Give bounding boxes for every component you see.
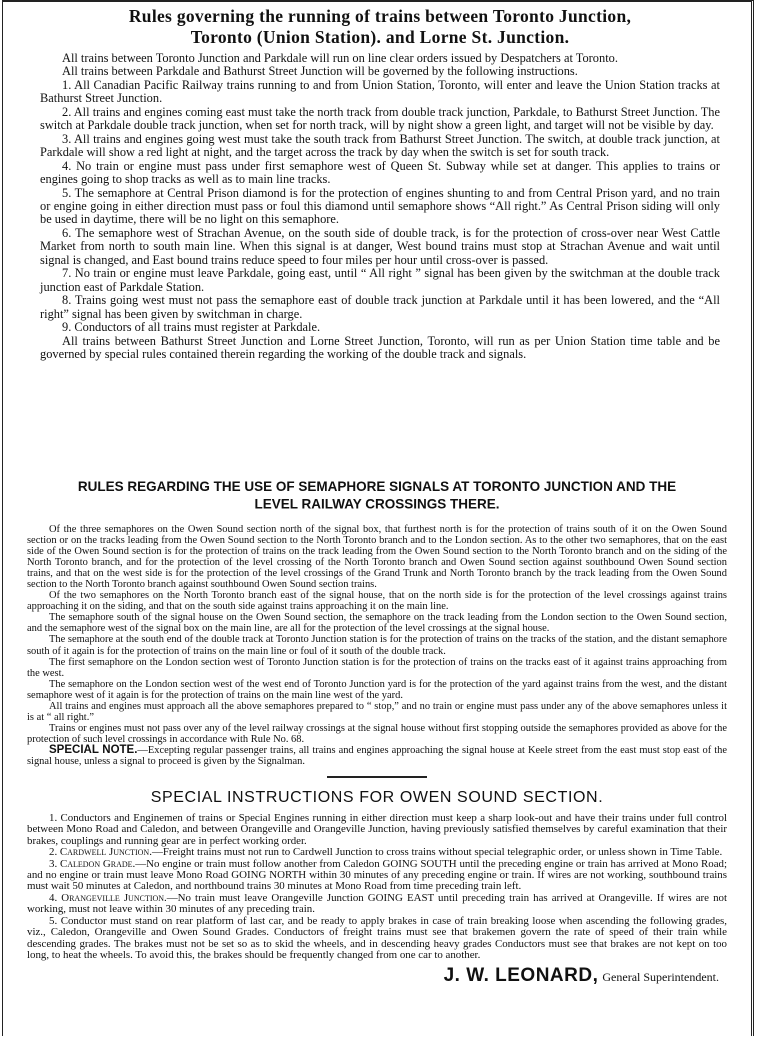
paragraph: All trains and engines must approach all the above semaphores prepared to “ stop,” and no train or engine must pass under any of the above semaphores unless it is at “ all right.” — [27, 700, 727, 723]
paragraph: 2. All trains and engines coming east must take the north track from double track junction, Parkdale, to Bathurst Street Junction. The switch at Parkdale double track junction, when set for north track, will by night show a green light, and target will not be visible by day. — [40, 104, 720, 133]
paragraphs — [40, 52, 720, 361]
special-note — [27, 745, 727, 767]
title-line: LEVEL RAILWAY CROSSINGS THERE. — [254, 496, 500, 512]
title-line: Toronto (Union Station). and Lorne St. Junction. — [190, 27, 570, 47]
instruction-item — [27, 916, 727, 962]
paragraph: All trains between Bathurst Street Junction and Lorne Street Junction, Toronto, will run as per Union Station time table and be governed by special rules contained therein regarding the working of the double track and signals. — [40, 333, 720, 361]
instruction-text: —Freight trains must not run to Cardwell Junction to cross trains without special telegraphic order, or unless shown in Time Table. — [151, 846, 723, 859]
paragraph: Of the two semaphores on the North Toronto branch east of the signal house, that on the north side is for the protection of the level crossings against trains approaching it on the siding, and that on the south side against trains approaching it on the main line. — [27, 590, 727, 613]
paragraph: 8. Trains going west must not pass the semaphore east of double track junction at Parkdale until it has been lowered, and the “All right” signal has been given by switchman in charge. — [40, 293, 720, 321]
instruction-item — [27, 893, 727, 916]
instruction-item — [27, 813, 727, 847]
paragraph: Trains or engines must not pass over any of the level railway crossings at the signal house without first stopping outside the semaphores provided as above for the protection of such level crossings in accordance with Rule No. 68. — [27, 722, 727, 745]
paragraph: The semaphore south of the signal house on the Owen Sound section, the semaphore on the track leading from the London section to the Owen Sound section, and the semaphore west of the signal box on the main line, are all for the protection of the level crossings at the signal house. — [27, 612, 727, 635]
paragraph: 9. Conductors of all trains must register at Parkdale. — [62, 320, 321, 335]
instruction-text: 1. Conductors and Enginemen of trains or Special Engines running in either direction must keep a sharp look-out and have their trains under full control between Mono Road and Caledon, and between Orangeville and Orangeville Junction, having previously satisfied themselves by careful examination that their brakes, couplings and running gear are in perfect working order. — [27, 812, 727, 847]
paragraph: 7. No train or engine must leave Parkdale, going east, until “ All right ” signal has been given by the switchman at the double track junction east of Parkdale Station. — [40, 266, 720, 294]
paragraph: The first semaphore on the London section west of Toronto Junction station is for the protection of trains on the tracks east of it against trains approaching from the west. — [27, 656, 727, 679]
paragraph: 3. All trains and engines going west must take the south track from Bathurst Street Junction. The switch, at double track junction, at Parkdale will show a red light at night, and the target across the track by day when the switch is set for south track. — [40, 131, 720, 160]
instruction-item — [27, 859, 727, 893]
divider — [327, 776, 427, 778]
special-note-text: —Excepting regular passenger trains, all trains and engines approaching the signal house at Keele street from the east must stop east of the signal house, unless a signal to proceed is given by the Signalman. — [27, 744, 727, 767]
instruction-text: —No train must leave Orangeville Junction GOING EAST until preceding train has arrived at Orangeville. If wires are not working, must not leave within 30 minutes of any preceding train. — [27, 891, 727, 916]
section-toronto-rules — [40, 6, 720, 361]
section-title: SPECIAL INSTRUCTIONS FOR OWEN SOUND SECTION. — [150, 789, 604, 807]
instruction-text: 5. Conductor must stand on rear platform of last car, and be ready to apply brakes in case of train breaking loose when ascending the following grades, viz., Caledon, Orangeville and Owen Sound Grades. Conductors of freight trains must see that brakemen govern the rate of speed of their train while descending grades. The brakes must not be set so as to skid the wheels, and in descending heavy grades Conductors must see that brakes are not kept on too long, to heat the wheels. To avoid this, the brakes should be frequently changed from one car to another. — [27, 914, 727, 961]
section-title — [40, 6, 720, 48]
special-note-label: SPECIAL NOTE. — [49, 743, 138, 756]
signature-title: General Superintendent. — [602, 970, 719, 985]
paragraph: The semaphore on the London section west of the west end of Toronto Junction yard is for the protection of the yard against trains from the west, and the distant semaphore west of it again is for the protection of trains on the main line west of the yard. — [27, 678, 727, 701]
paragraph: 4. No train or engine must pass under first semaphore west of Queen St. Subway while set at danger. This applies to trains or engines going to shop tracks as well as to main line tracks. — [40, 158, 720, 187]
paragraph: The semaphore at the south end of the double track at Toronto Junction station is for the protection of trains on the tracks of the station, and the distant semaphore south of it again is for the protection of trains on the main line or foul of it south of the double track. — [27, 634, 727, 657]
paragraph: All trains between Parkdale and Bathurst Street Junction will be governed by the following instructions. — [62, 64, 578, 79]
paragraph: Of the three semaphores on the Owen Sound section north of the signal box, that furthest north is for the protection of trains south of it on the Owen Sound section or on the tracks leading from the Owen Sound section to the North Toronto branch and to the London section. As to the other two semaphores, that on the east side of the Owen Sound section is for the protection of trains on the track leading from the Owen Sound section to the North Toronto branch and on the siding of the North Toronto branch, and for the protection of the level crossing of the North Toronto branch and Owen Sound section against southbound Owen Sound section trains, and that on the west side is for the protection of the level crossings of the Grand Trunk and North Toronto branch by the track leading from the Owen Sound section to the North Toronto branch against southbound Owen Sound section trains. — [27, 524, 727, 591]
title-line: Rules governing the running of trains between Toronto Junction, — [128, 6, 632, 26]
section-semaphore-rules — [27, 478, 727, 987]
paragraph: All trains between Toronto Junction and Parkdale will run on line clear orders issued by Despatchers at Toronto. — [62, 51, 618, 65]
paragraph: 6. The semaphore west of Strachan Avenue, on the south side of double track, is for the protection of cross-over near West Cattle Market from north to south main line. When this signal is at danger, West bound trains must stop at Strachan Avenue and wait until signal is changed, and East bound trains reduce speed to four miles per hour until cross-over is passed. — [40, 225, 720, 267]
paragraph: 5. The semaphore at Central Prison diamond is for the protection of engines shunting to and from Central Prison yard, and no train or engine going in either direction must pass or foul this diamond until semaphore shows “All right.” As Central Prison siding will only be used in daytime, there will be no light on this semaphore. — [40, 185, 720, 227]
instruction-text: —No engine or train must follow another from Caledon GOING SOUTH until the preceding engine or train has arrived at Mono Road; and no engine or train must leave Mono Road GOING NORTH within 30 minutes of any preceding engine or train. If wires are not working, southbound trains must wait 50 minutes at Caledon, and northbound trains 30 minutes at Mono Road from time preceding train left. — [27, 857, 727, 893]
instruction-heading: 4. Orangeville Junction. — [49, 891, 167, 904]
instruction-heading: 3. Caledon Grade. — [49, 857, 136, 870]
instruction-heading: 2. Cardwell Junction. — [49, 846, 152, 859]
paragraphs — [27, 524, 727, 745]
instructions — [27, 813, 727, 961]
title-line: RULES REGARDING THE USE OF SEMAPHORE SIGNALS AT TORONTO JUNCTION AND THE — [77, 478, 677, 494]
section-title — [27, 477, 727, 513]
signature-name: J. W. LEONARD, — [443, 965, 599, 987]
paragraph: 1. All Canadian Pacific Railway trains running to and from Union Station, Toronto, will enter and leave the Union Station tracks at Bathurst Street Junction. — [40, 77, 720, 106]
signature — [27, 965, 727, 987]
